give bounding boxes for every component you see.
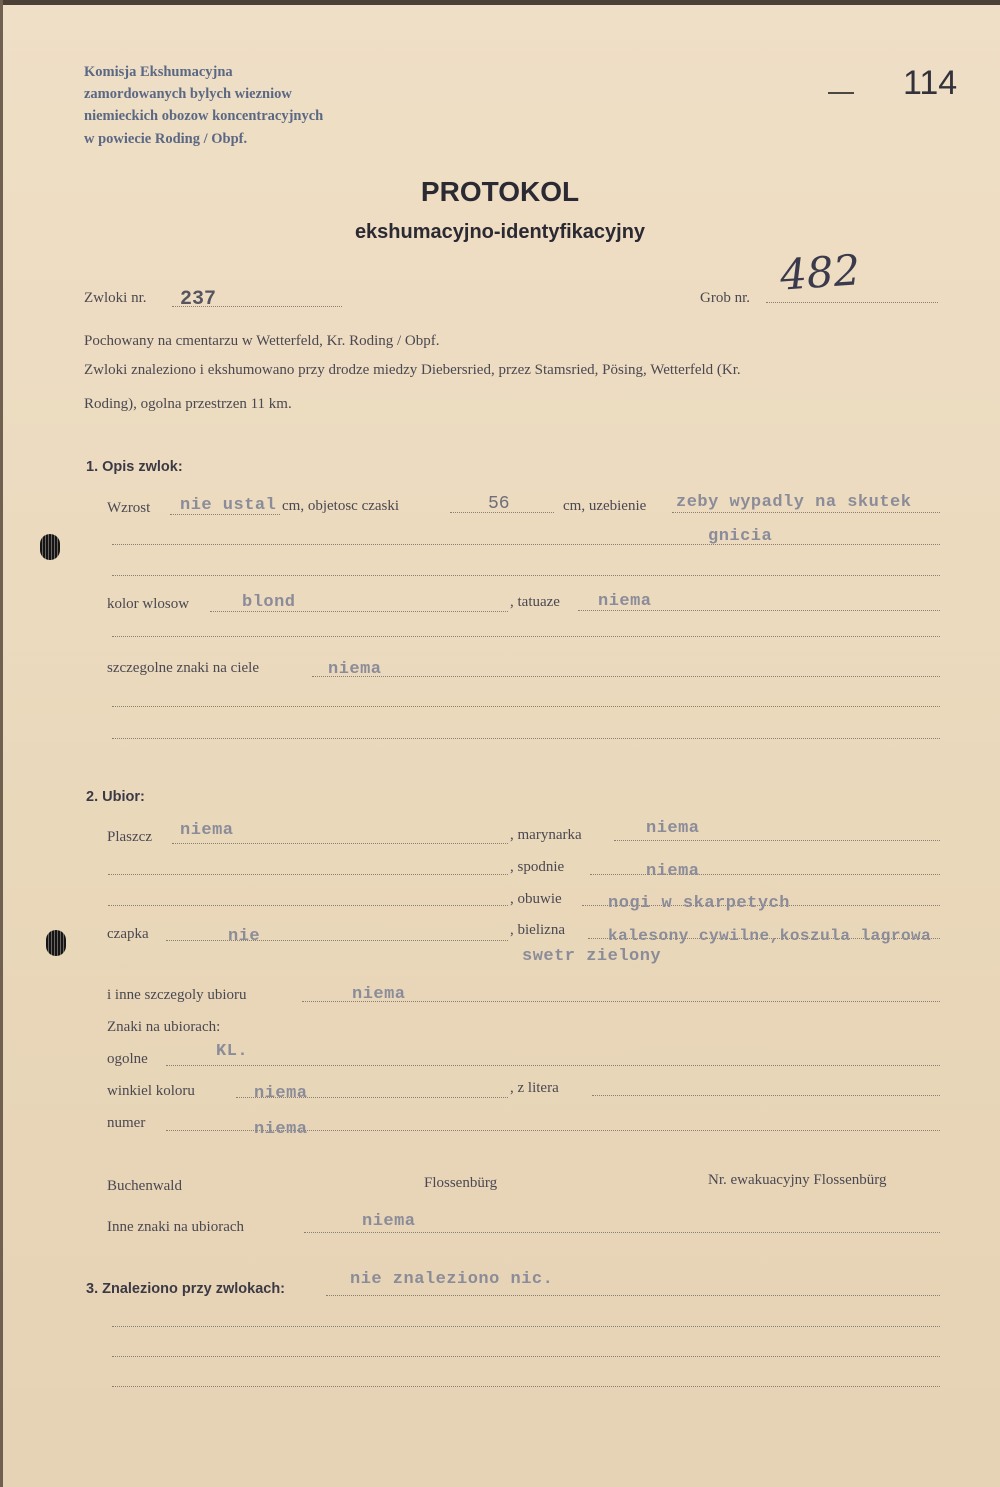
winkel-color-label: winkiel koloru [107, 1083, 195, 1099]
skull-value: 56 [488, 494, 510, 514]
clothing-marks-heading: Znaki na ubiorach: [107, 1019, 221, 1035]
found-location-line-2: Roding), ogolna przestrzen 11 km. [84, 396, 292, 412]
document-title: PROTOKOL [420, 176, 580, 207]
trousers-value: niema [646, 862, 700, 881]
header-dash-mark [828, 92, 854, 94]
section-3-blank-line-3 [112, 1386, 940, 1387]
body-number-label: Zwloki nr. [84, 290, 147, 306]
body-marks-label: szczegolne znaki na ciele [107, 660, 259, 676]
jacket-label: , marynarka [510, 827, 582, 843]
teeth-value-line-1: zeby wypadly na skutek [676, 493, 912, 512]
section-1-blank-line-4 [112, 738, 940, 739]
coat-line [172, 843, 508, 844]
teeth-line-2 [112, 544, 940, 545]
scan-top-edge [0, 0, 1000, 5]
coat-value: niema [180, 821, 234, 840]
document-subtitle: ekshumacyjno-identyfikacyjny [354, 221, 646, 243]
letter-line [592, 1095, 940, 1096]
section-1-blank-line-3 [112, 706, 940, 707]
cap-line [166, 940, 508, 941]
cap-label: czapka [107, 926, 149, 942]
underwear-value-line-1: kalesony cywilne,koszula lagrowa [608, 927, 932, 945]
punch-hole-top [40, 534, 60, 560]
jacket-value: niema [646, 819, 700, 838]
cap-value: nie [228, 927, 261, 946]
teeth-line-1 [672, 512, 940, 513]
section-1-blank-line-1 [112, 575, 940, 576]
page-number: 114 [903, 64, 958, 102]
number-value: niema [254, 1120, 308, 1139]
underwear-label: , bielizna [510, 922, 565, 938]
camp-flossenburg-label: Flossenbürg [424, 1175, 498, 1191]
shoes-value: nogi w skarpetych [608, 894, 790, 913]
other-clothing-value: niema [352, 985, 406, 1004]
found-location-line-1: Zwloki znaleziono i ekshumowano przy drodze miedzy Diebersried, przez Stamsried, Pösing, Wetterfeld (Kr. [84, 362, 741, 378]
other-clothing-marks-line [304, 1232, 940, 1233]
commission-line-4: w powiecie Roding / Obpf. [84, 131, 248, 147]
grave-number-line [766, 302, 938, 303]
commission-line-1: Komisja Ekshumacyjna [84, 64, 233, 80]
trousers-label: , spodnie [510, 859, 565, 875]
body-number-value: 237 [180, 288, 217, 311]
general-marks-label: ogolne [107, 1051, 148, 1067]
evacuation-number-label: Nr. ewakuacyjny Flossenbürg [708, 1172, 887, 1188]
hair-color-label: kolor wlosow [107, 596, 190, 612]
other-clothing-label: i inne szczegoly ubioru [107, 987, 247, 1003]
letter-label: , z litera [510, 1080, 559, 1096]
teeth-value-line-2: gnicia [708, 527, 773, 546]
burial-place-text: Pochowany na cmentarzu w Wetterfeld, Kr. Roding / Obpf. [84, 333, 440, 349]
skull-unit-label: cm, uzebienie [563, 498, 647, 514]
hair-color-value: blond [242, 593, 296, 612]
underwear-value-line-2: swetr zielony [522, 947, 662, 966]
general-marks-value: KL. [216, 1042, 249, 1061]
shoes-left-line [108, 905, 508, 906]
number-label: numer [107, 1115, 146, 1131]
height-value: nie ustal [180, 496, 277, 515]
trousers-line [590, 874, 940, 875]
section-3-blank-line-1 [112, 1326, 940, 1327]
commission-line-2: zamordowanych bylych wiezniow [84, 86, 292, 102]
shoes-label: , obuwie [510, 891, 562, 907]
tattoo-value: niema [598, 592, 652, 611]
grave-number-label: Grob nr. [700, 290, 750, 306]
body-marks-line [312, 676, 940, 677]
section-2-heading: 2. Ubior: [86, 789, 145, 805]
found-items-line [326, 1295, 940, 1296]
commission-line-3: niemieckich obozow koncentracyjnych [84, 108, 324, 124]
grave-number-handwritten: 482 [778, 245, 862, 300]
general-marks-line [166, 1065, 940, 1066]
section-1-blank-line-2 [112, 636, 940, 637]
height-unit-label: cm, objetosc czaski [282, 498, 400, 514]
section-3-blank-line-2 [112, 1356, 940, 1357]
height-label: Wzrost [107, 500, 151, 516]
jacket-line [614, 840, 940, 841]
found-items-value: nie znaleziono nic. [350, 1270, 554, 1289]
coat-label: Plaszcz [107, 829, 152, 845]
other-clothing-marks-value: niema [362, 1212, 416, 1231]
punch-hole-bottom [46, 930, 66, 956]
section-1-heading: 1. Opis zwlok: [86, 459, 183, 475]
section-3-heading: 3. Znaleziono przy zwlokach: [86, 1281, 286, 1297]
camp-buchenwald-label: Buchenwald [107, 1178, 182, 1194]
other-clothing-marks-label: Inne znaki na ubiorach [107, 1219, 245, 1235]
trousers-left-line [108, 874, 508, 875]
winkel-color-value: niema [254, 1084, 308, 1103]
tattoo-label: , tatuaze [510, 594, 560, 610]
body-marks-value: niema [328, 660, 382, 679]
